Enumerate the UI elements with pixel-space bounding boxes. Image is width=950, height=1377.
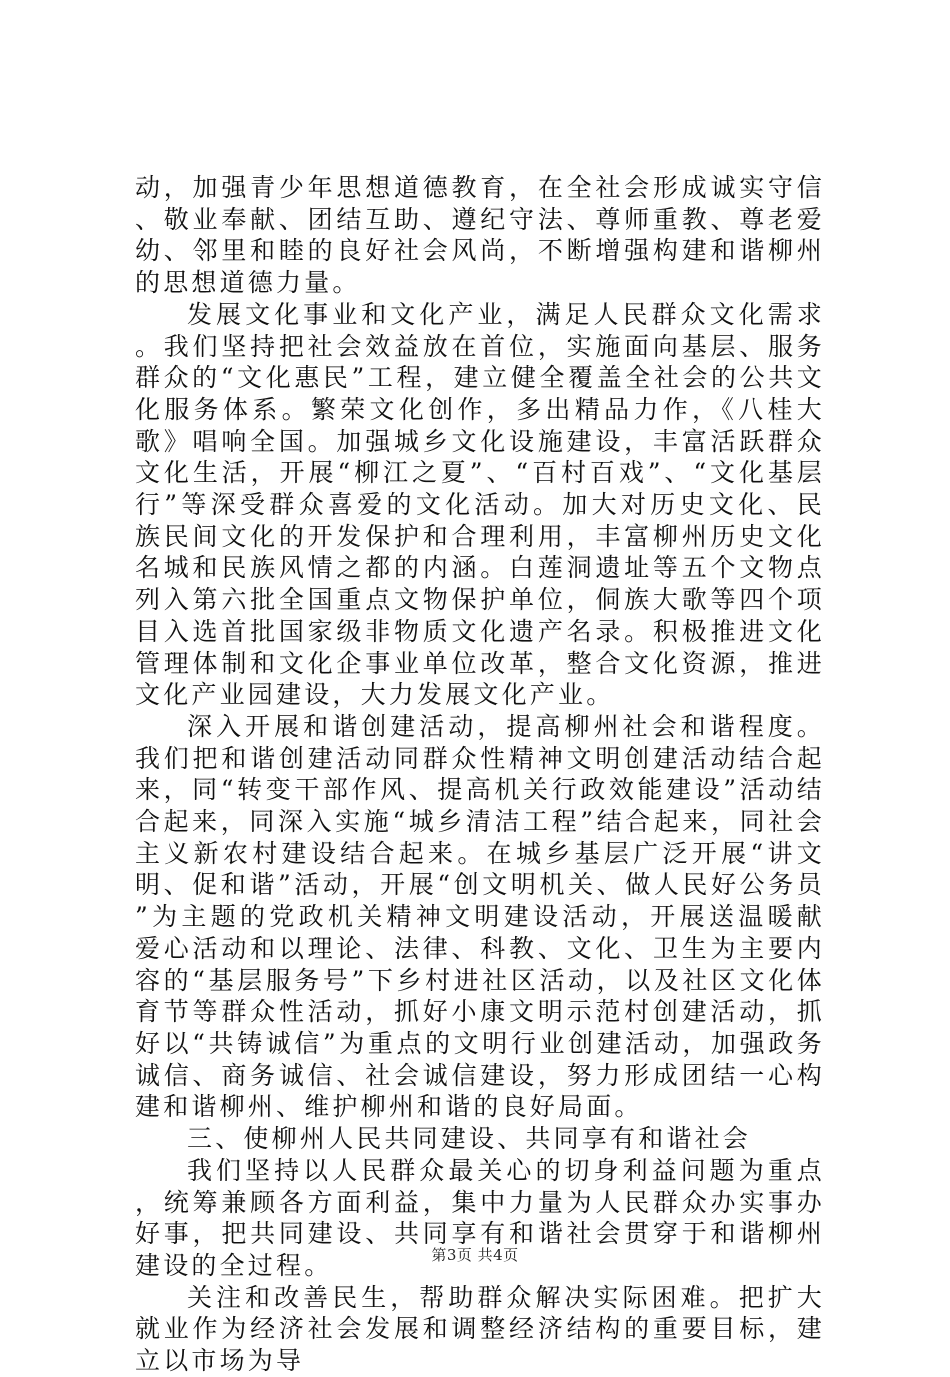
paragraph-livelihood: 关注和改善民生，帮助群众解决实际困难。把扩大就业作为经济社会发展和调整经济结构的重要目标，建立以市场为导 [135,1282,825,1376]
section-heading-3: 三、使柳州人民共同建设、共同享有和谐社会 [187,1124,752,1154]
paragraph-shared-benefits: 我们坚持以人民群众最关心的切身利益问题为重点，统筹兼顾各方面利益，集中力量为人民群众办实事办好事，把共同建设、共同享有和谐社会贯穿于和谐柳州建设的全过程。 [135,1155,825,1280]
paragraph-culture-industry: 发展文化事业和文化产业，满足人民群众文化需求。我们坚持把社会效益放在首位，实施面向基层、服务群众的“文化惠民”工程，建立健全覆盖全社会的公共文化服务体系。繁荣文化创作，多出精品力作，《八桂大歌》唱响全国。加强城乡文化设施建设，丰富活跃群众文化生活，开展“柳江之夏”、“百村百戏”、“文化基层行”等深受群众喜爱的文化活动。加大对历史文化、民族民间文化的开发保护和合理利用，丰富柳州历史文化名城和民族风情之都的内涵。白莲洞遗址等五个文物点列入第六批全国重点文物保护单位，侗族大歌等四个项目入选首批国家级非物质文化遗产名录。积极推进文化管理体制和文化企事业单位改革，整合文化资源，推进文化产业园建设，大力发展文化产业。 [135,299,825,710]
page-number-footer: 第3页 共4页 [431,1246,519,1264]
document-body [135,172,825,1377]
paragraph-harmony-campaign: 深入开展和谐创建活动，提高柳州社会和谐程度。我们把和谐创建活动同群众性精神文明创建活动结合起来，同“转变干部作风、提高机关行政效能建设”活动结合起来，同深入实施“城乡清洁工程”结合起来，同社会主义新农村建设结合起来。在城乡基层广泛开展“讲文明、促和谐”活动，开展“创文明机关、做人民好公务员”为主题的党政机关精神文明建设活动，开展送温暖献爱心活动和以理论、法律、科教、文化、卫生为主要内容的“基层服务号”下乡村进社区活动，以及社区文化体育节等群众性活动，抓好小康文明示范村创建活动，抓好以“共铸诚信”为重点的文明行业创建活动，加强政务诚信、商务诚信、社会诚信建设，努力形成团结一心构建和谐柳州、维护柳州和谐的良好局面。 [135,711,825,1122]
paragraph-continued: 动，加强青少年思想道德教育，在全社会形成诚实守信、敬业奉献、团结互助、遵纪守法、尊师重教、尊老爱幼、邻里和睦的良好社会风尚，不断增强构建和谐柳州的思想道德力量。 [135,173,825,298]
